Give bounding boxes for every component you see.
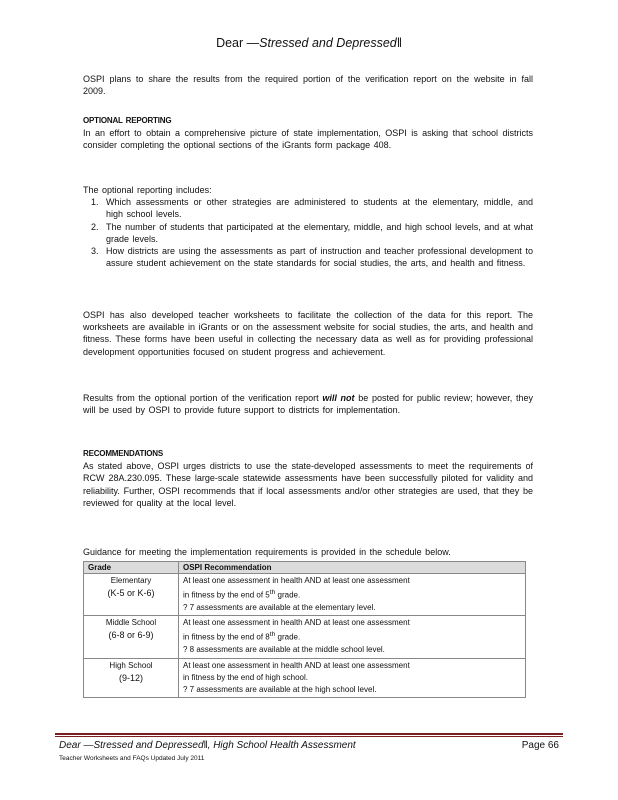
optional-paragraph: In an effort to obtain a comprehensive picture of state implementation, OSPI is asking that school districts consider completing the optional sections of the iGrants form package 408. — [83, 128, 533, 151]
rec-superscript: th — [269, 631, 276, 639]
recommendations-paragraph: As stated above, OSPI urges districts to use the state-developed assessments to meet the requirements of RCW 28A.230.095. These large-scale statewide assessments have been successfully piloted for validity and reliability. Further, OSPI recommends that if local assessments and/or other strategies are used, that they be reviewed for quality at the local level. — [83, 461, 533, 508]
rec-line: ? 7 assessments are available at the elementary level. — [183, 603, 376, 613]
rec-line: ? 7 assessments are available at the high school level. — [183, 684, 377, 694]
page-number: Page 66 — [521, 740, 559, 751]
schedule-table — [83, 561, 526, 698]
rec-line-text: in fitness by the end of 8 — [183, 633, 270, 643]
recommendation-cell — [179, 658, 526, 698]
worksheets-text: OSPI has also developed teacher worksheets to facilitate the collection of the data for this report. The worksheets are available in iGrants or on the assessment website for social studies, the arts, and health and fitness. These forms have been useful in collecting the necessary data as well as for providing professional development opportunities focused on student progress and achievement. — [83, 310, 533, 357]
list-item: 2. The number of students that participated at the elementary, middle, and high school levels, and at what grade levels. — [102, 221, 533, 245]
worksheets-paragraph — [83, 309, 533, 358]
rec-line: At least one assessment in health AND at least one assessment — [183, 618, 410, 628]
grade-cell — [84, 574, 179, 616]
optional-lead: The optional reporting includes: — [83, 185, 212, 195]
grade-range: (K-5 or K-6) — [107, 588, 155, 598]
optional-heading: OPTIONAL REPORTING — [83, 116, 172, 125]
rec-superscript: th — [269, 589, 276, 597]
table-row — [84, 616, 526, 658]
results-text — [83, 392, 533, 416]
header-title: —Stressed and Depressed‖ — [246, 36, 402, 50]
optional-list — [83, 196, 533, 269]
recommendation-cell — [179, 574, 526, 616]
optional-section — [83, 115, 533, 152]
grade-cell — [84, 658, 179, 698]
list-item: 3. How districts are using the assessments as part of instruction and teacher professional development to assure student achievement on the state standards for social studies, the arts, and health and fitness. — [102, 245, 533, 269]
rec-line — [183, 672, 521, 684]
column-header: Grade — [84, 562, 179, 574]
page-header — [0, 36, 618, 50]
column-header: OSPI Recommendation — [179, 562, 526, 574]
intro-paragraph — [83, 73, 533, 97]
guidance-line — [83, 546, 533, 558]
recommendation-cell — [179, 616, 526, 658]
footer — [59, 740, 559, 751]
rec-line-text: grade. — [275, 590, 301, 600]
rec-line: ? 8 assessments are available at the middle school level. — [183, 645, 385, 655]
recommendations-heading: RECOMMENDATIONS — [83, 449, 163, 458]
results-paragraph — [83, 392, 533, 416]
results-pre: Results from the optional portion of the verification report — [83, 393, 323, 403]
optional-list-block — [83, 184, 533, 269]
list-item: 1. Which assessments or other strategies are administered to students at the elementary, middle, and high school levels. — [102, 196, 533, 220]
grade-name: Middle School — [105, 618, 157, 628]
intro-text: OSPI plans to share the results from the required portion of the verification report on the website in fall 2009. — [83, 74, 533, 97]
rec-line-text: grade. — [275, 633, 301, 643]
recommendations-section — [83, 448, 533, 509]
footer-rule-thin — [55, 736, 563, 737]
table-row — [84, 574, 526, 616]
table-row — [84, 658, 526, 698]
guidance-text: Guidance for meeting the implementation requirements is provided in the schedule below. — [83, 547, 451, 557]
rec-line — [183, 629, 521, 644]
rec-line-text: in fitness by the end of 5 — [183, 590, 270, 600]
grade-range: (6-8 or 6-9) — [108, 630, 154, 641]
rec-line-text: in fitness by the end of high school. — [183, 672, 308, 682]
header-dear: Dear — [216, 36, 244, 50]
rec-line: At least one assessment in health AND at least one assessment — [183, 576, 410, 585]
table-header-row — [84, 562, 526, 574]
results-emphasis: will not — [322, 393, 355, 403]
footer-rule — [55, 733, 563, 735]
grade-name: Elementary — [110, 576, 152, 585]
results-post: be posted for public review; however, they will be used by OSPI to provide future support to districts for implementation. — [83, 393, 533, 416]
footer-title: Dear —Stressed and Depressed‖, High School Health Assessment — [59, 740, 356, 751]
rec-line — [183, 587, 521, 602]
rec-line: At least one assessment in health AND at least one assessment — [183, 660, 410, 670]
grade-range: (9-12) — [118, 672, 143, 683]
grade-cell — [84, 616, 179, 658]
footer-subtitle: Teacher Worksheets and FAQs Updated July 2011 — [59, 755, 205, 762]
grade-name: High School — [109, 660, 153, 670]
